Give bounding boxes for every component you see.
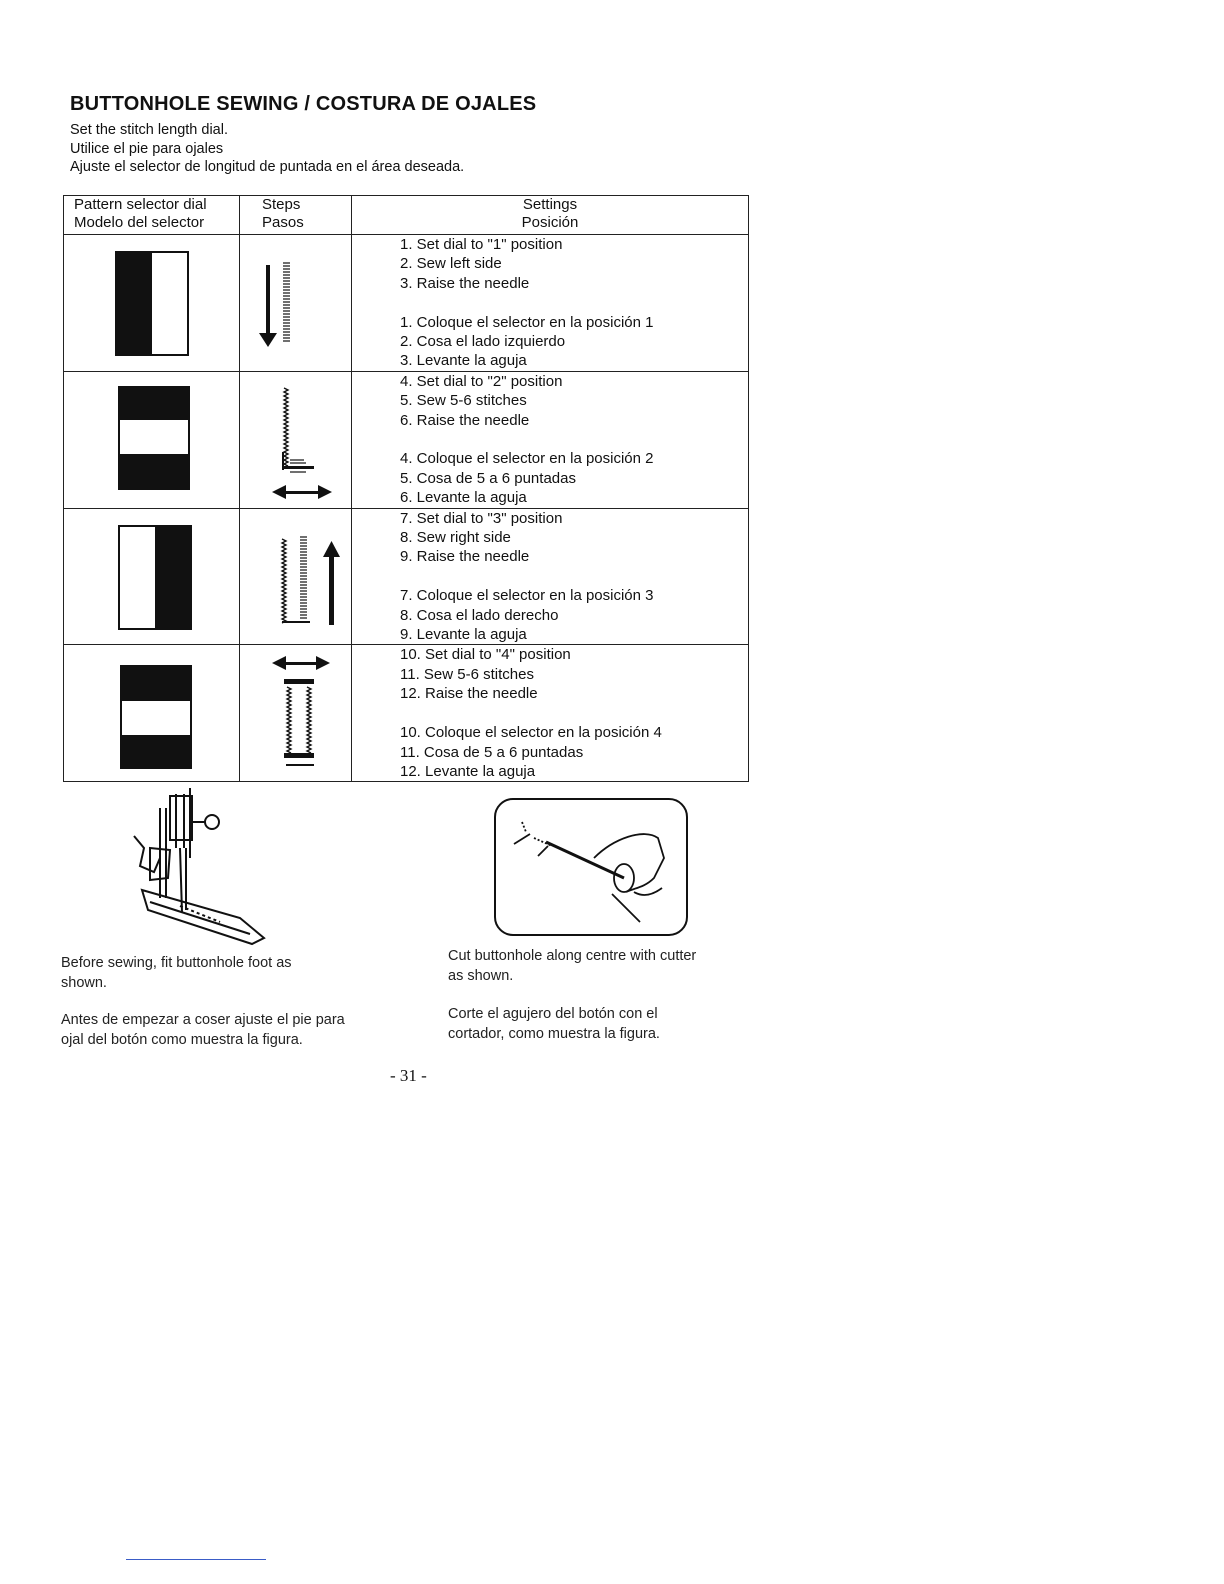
pattern-cell: [64, 645, 240, 782]
step-text: 4. Set dial to "2" position: [400, 372, 563, 390]
steps-cell: [240, 645, 352, 782]
stitch-up-arrow-icon: [240, 509, 352, 644]
caption-line: Corte el agujero del botón con el: [448, 1006, 658, 1022]
step-text: 11. Cosa de 5 a 6 puntadas: [400, 743, 584, 761]
step-text: 6. Levante la aguja: [400, 489, 527, 507]
table-row: [64, 235, 749, 372]
step-text: 11. Sew 5-6 stitches: [400, 665, 534, 683]
pattern-cell: [64, 508, 240, 645]
step-text: 6. Raise the needle: [400, 411, 530, 429]
left-caption: [61, 953, 292, 993]
header-pattern: [64, 196, 240, 235]
buttonhole-top-bottom-bar-icon: [64, 645, 240, 780]
page-title: BUTTONHOLE SEWING / COSTURA DE OJALES: [70, 93, 537, 115]
step-text: 8. Cosa el lado derecho: [400, 606, 559, 624]
buttonhole-left-bar-icon: [64, 235, 240, 370]
settings-cell: [352, 645, 749, 782]
header-pattern-en: Pattern selector dial: [74, 196, 207, 213]
step-text: 2. Sew left side: [400, 255, 502, 273]
step-text: 4. Coloque el selector en la posición 2: [400, 450, 654, 468]
intro-line: Set the stitch length dial.: [70, 122, 228, 138]
step-text: 12. Raise the needle: [400, 685, 538, 703]
step-text: 10. Set dial to "4" position: [400, 646, 571, 664]
bartack-complete-icon: [240, 645, 352, 780]
settings-cell: [352, 235, 749, 372]
step-text: 7. Coloque el selector en la posición 3: [400, 587, 654, 605]
header-settings-es: Posición: [521, 214, 579, 231]
step-text: 9. Levante la aguja: [400, 626, 527, 644]
buttonhole-right-bar-icon: [64, 509, 240, 644]
header-steps-es: Pasos: [262, 214, 304, 231]
footer-rule: [126, 1559, 266, 1560]
buttonhole-top-bottom-bar-icon: [64, 372, 240, 507]
header-steps: [240, 196, 352, 235]
step-text: 8. Sew right side: [400, 529, 511, 547]
step-text: 3. Raise the needle: [400, 274, 530, 292]
step-text: 1. Set dial to "1" position: [400, 236, 563, 253]
left-caption-es: [61, 1010, 345, 1050]
pattern-cell: [64, 235, 240, 372]
caption-line: Antes de empezar a coser ajuste el pie para: [61, 1012, 345, 1028]
steps-cell: [240, 235, 352, 372]
page-number: - 31 -: [390, 1066, 427, 1085]
caption-line: Before sewing, fit buttonhole foot as: [61, 955, 292, 971]
caption-line: shown.: [61, 975, 107, 991]
header-settings-en: Settings: [522, 196, 578, 213]
stitch-down-arrow-icon: [240, 235, 352, 370]
caption-line: as shown.: [448, 968, 514, 984]
table-row: [64, 371, 749, 508]
settings-cell: [352, 508, 749, 645]
header-settings: [352, 196, 749, 235]
buttonhole-foot-illustration-icon: [120, 788, 280, 948]
step-text: 3. Levante la aguja: [400, 352, 527, 370]
step-text: 2. Cosa el lado izquierdo: [400, 333, 566, 351]
header-pattern-es: Modelo del selector: [74, 214, 205, 231]
intro-line: Ajuste el selector de longitud de puntada en el área deseada.: [70, 159, 465, 175]
buttonhole-steps-table: [63, 195, 749, 782]
step-text: 9. Raise the needle: [400, 548, 530, 566]
table-header-row: [64, 196, 749, 235]
intro-line: Utilice el pie para ojales: [70, 141, 224, 157]
step-text: 7. Set dial to "3" position: [400, 509, 563, 527]
table-row: [64, 508, 749, 645]
right-caption-es: [448, 1004, 660, 1044]
header-steps-en: Steps: [262, 196, 301, 213]
right-caption: [448, 946, 696, 986]
steps-cell: [240, 371, 352, 508]
pattern-cell: [64, 371, 240, 508]
step-text: 5. Sew 5-6 stitches: [400, 392, 527, 410]
bartack-horizontal-arrow-icon: [240, 372, 352, 507]
caption-line: Cut buttonhole along centre with cutter: [448, 948, 697, 964]
step-text: 10. Coloque el selector en la posición 4: [400, 724, 662, 742]
caption-line: ojal del botón como muestra la figura.: [61, 1032, 303, 1048]
step-text: 1. Coloque el selector en la posición 1: [400, 313, 654, 331]
steps-cell: [240, 508, 352, 645]
table-row: [64, 645, 749, 782]
step-text: 5. Cosa de 5 a 6 puntadas: [400, 469, 576, 487]
seam-ripper-cutting-illustration-icon: [494, 798, 689, 938]
settings-cell: [352, 371, 749, 508]
caption-line: cortador, como muestra la figura.: [448, 1026, 660, 1042]
step-text: 12. Levante la aguja: [400, 762, 536, 780]
